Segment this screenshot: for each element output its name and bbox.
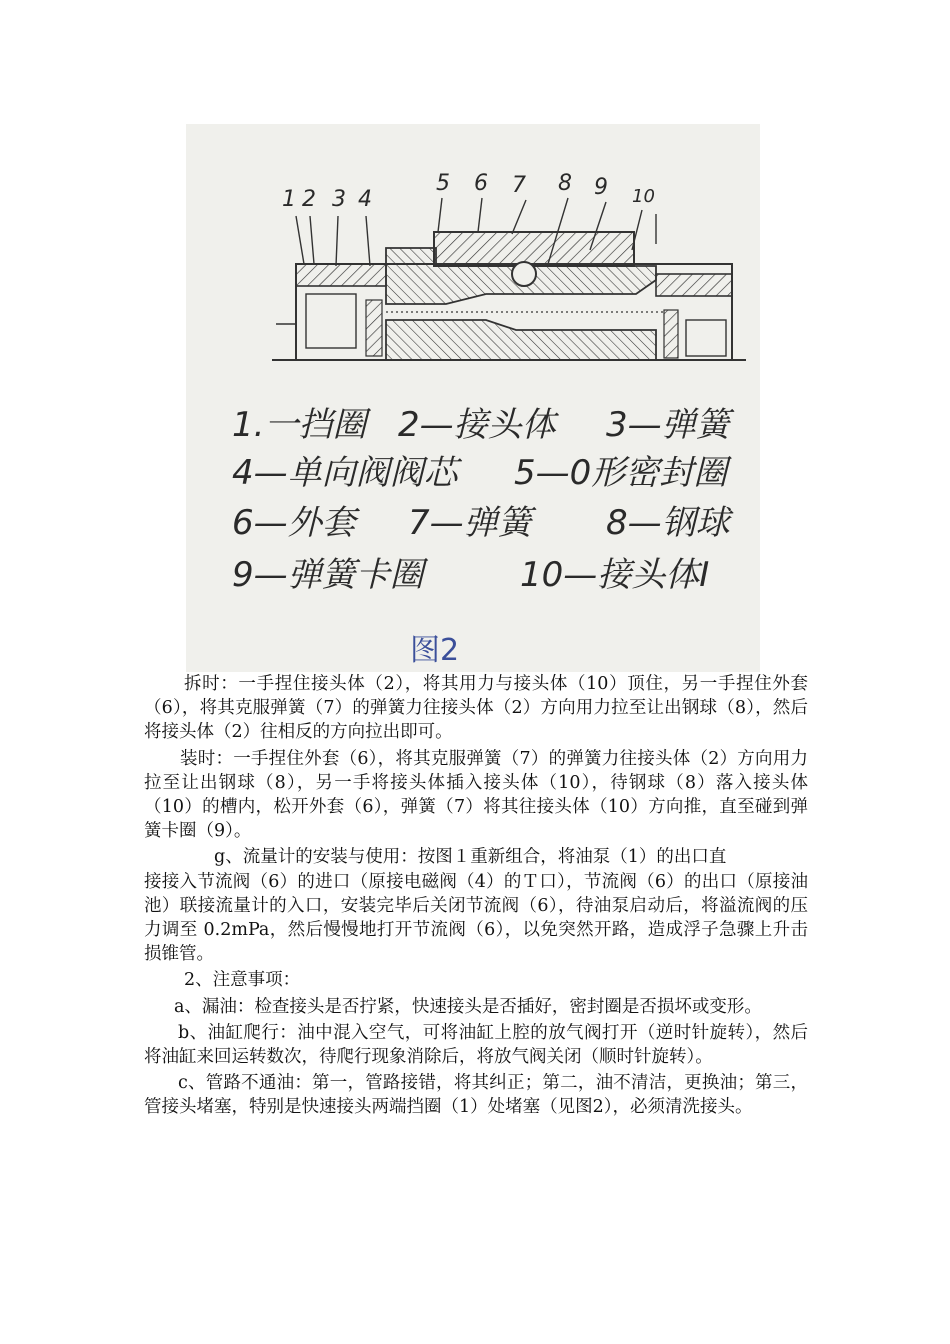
figure-quick-coupling-drawing bbox=[186, 124, 760, 672]
legend-item-9: 9—弹簧卡圈 bbox=[232, 555, 424, 595]
legend-item-6: 6—外套 bbox=[232, 503, 356, 543]
part-label-2: 2 bbox=[302, 187, 316, 212]
paragraph-oil-leak: a、漏油：检查接头是否拧紧，快速接头是否插好，密封圈是否损坏或变形。 bbox=[174, 996, 762, 1017]
parts-legend bbox=[232, 405, 735, 595]
legend-item-2: 2—接头体 bbox=[398, 405, 556, 445]
paragraph-pipe-blocked: c、管路不通油：第一，管路接错，将其纠正；第二，油不清洁，更换油；第三，管接头堵塞，特别是快速接头两端挡圈（1）处堵塞（见图2），必须清洗接头。 bbox=[144, 1073, 808, 1118]
paragraph-flowmeter-heading: g、流量计的安装与使用：按图１重新组合，将油泵（1）的出口直 bbox=[214, 847, 727, 868]
body-text bbox=[144, 672, 808, 1120]
legend-item-10: 10—接头体Ⅰ bbox=[520, 555, 710, 595]
section-heading-notes: 2、注意事项： bbox=[184, 970, 301, 991]
part-label-3: 3 bbox=[332, 187, 346, 212]
coupling-cross-section-drawing bbox=[186, 124, 760, 672]
part-label-7: 7 bbox=[512, 173, 526, 198]
part-label-5: 5 bbox=[436, 171, 450, 196]
part-label-8: 8 bbox=[558, 171, 572, 196]
part-label-4: 4 bbox=[358, 187, 372, 212]
paragraph-assembly: 装时：一手捏住外套（6），将其克服弹簧（7）的弹簧力往接头体（2）方向用力拉至让出钢球（8），另一手将接头体插入接头体（10），待钢球（8）落入接头体（10）的槽内，松开外套（6），弹簧（7）将其往接头体（10）方向推，直至碰到弹簧卡圈（9）。 bbox=[144, 748, 808, 842]
paragraph-cylinder-crawl: b、油缸爬行：油中混入空气，可将油缸上腔的放气阀打开（逆时针旋转），然后将油缸来回运转数次，待爬行现象消除后，将放气阀关闭（顺时针旋转）。 bbox=[144, 1022, 808, 1068]
legend-item-8: 8—钢球 bbox=[606, 503, 730, 543]
figure-caption: 图2 bbox=[410, 633, 460, 668]
part-label-10: 10 bbox=[632, 186, 655, 207]
legend-item-3: 3—弹簧 bbox=[606, 405, 730, 445]
paragraph-flowmeter-body: 接接入节流阀（6）的进口（原接电磁阀（4）的Ｔ口），节流阀（6）的出口（原接油池）联接流量计的入口，安装完毕后关闭节流阀（6），待油泵启动后，将溢流阀的压力调至 0.2mPa，然后慢慢地打开节流阀（6），以免突然开路，造成浮子急骤上升击损锥管。 bbox=[144, 871, 808, 965]
part-label-6: 6 bbox=[474, 171, 488, 196]
part-label-9: 9 bbox=[594, 175, 608, 200]
coupling-body bbox=[272, 232, 746, 360]
part-number-labels bbox=[282, 171, 655, 212]
legend-item-4: 4—单向阀阀芯 bbox=[232, 453, 458, 493]
paragraph-disassembly: 拆时：一手捏住接头体（2），将其用力与接头体（10）顶住，另一手捏住外套（6），将其克服弹簧（7）的弹簧力往接头体（2）方向用力拉至让出钢球（8），然后将接头体（2）往相反的方向拉出即可。 bbox=[144, 674, 808, 743]
legend-item-7: 7—弹簧 bbox=[408, 503, 532, 543]
legend-item-5: 5—0形密封圈 bbox=[514, 453, 728, 493]
part-label-1: 1 bbox=[282, 187, 296, 212]
legend-item-1: 1.一挡圈 bbox=[232, 405, 367, 445]
